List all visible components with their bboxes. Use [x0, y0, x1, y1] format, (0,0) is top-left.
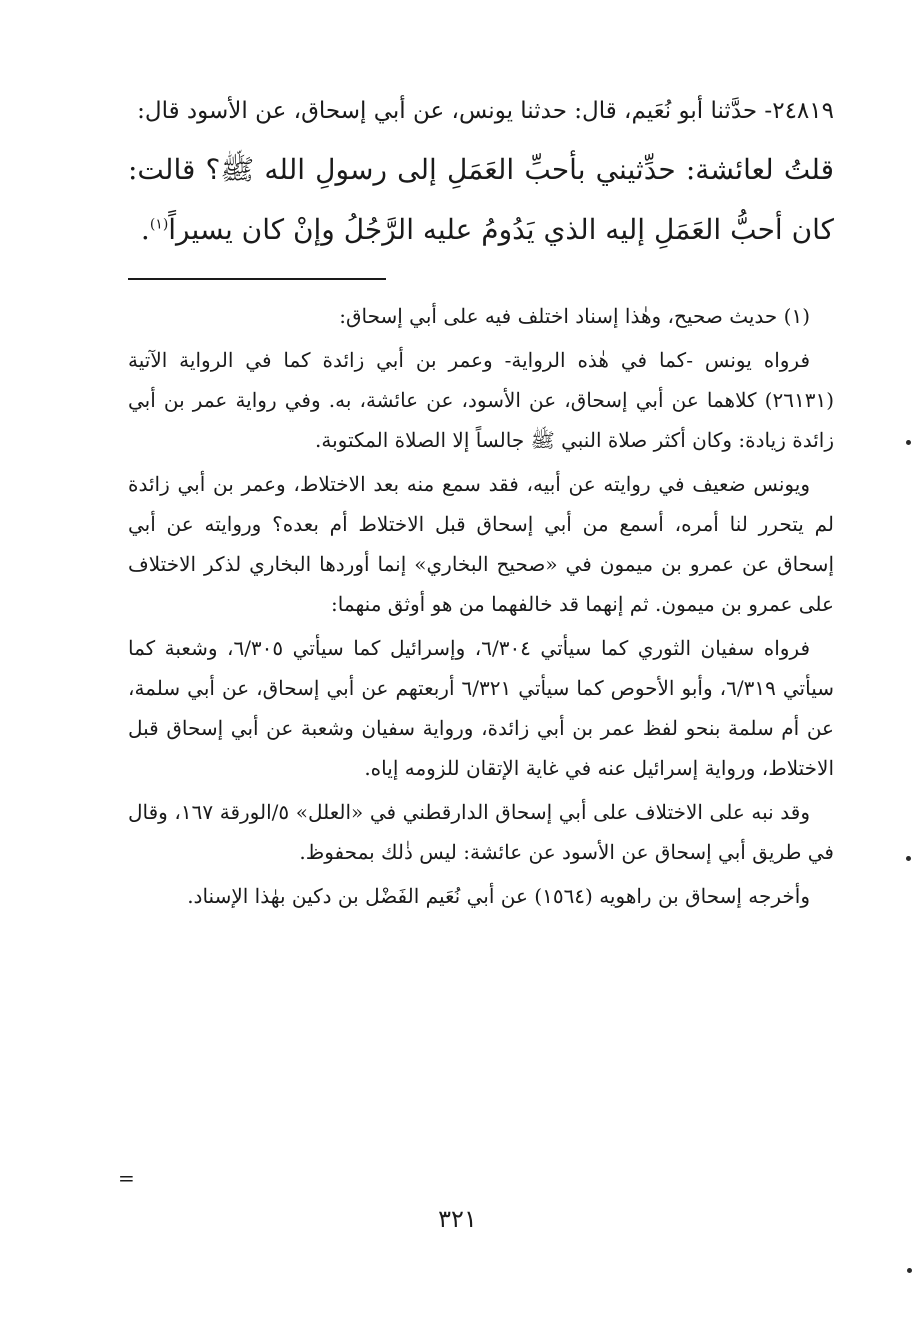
- footnote-paragraph: (١) حديث صحيح، وهٰذا إسناد اختلف فيه على أبي إسحاق:: [339, 304, 810, 328]
- page-number: ٣٢١: [438, 1205, 477, 1233]
- hadith-matn-text: قلتُ لعائشة: حدِّثيني بأحبِّ العَمَلِ إلى رسولِ الله ﷺ؟ قالت: كان أحبُّ العَمَلِ إليه الذي يَدُومُ عليه الرَّجُلُ وإنْ كان يسيراً: [128, 153, 834, 246]
- footnote-separator: [128, 278, 386, 280]
- margin-dot: [906, 440, 911, 445]
- hadith-matn-end: .: [140, 213, 150, 246]
- page-body: [128, 88, 834, 920]
- footnote-reference: (١): [149, 216, 169, 233]
- footnote-paragraph: فرواه سفيان الثوري كما سيأتي ٦/٣٠٤، وإسرائيل كما سيأتي ٦/٣٠٥، وشعبة كما سيأتي ٦/٣١٩، وأبو الأحوص كما سيأتي ٦/٣٢١ أربعتهم عن أبي إسحاق، عن أبي سلمة، عن أم سلمة بنحو لفظ عمر بن أبي زائدة، ورواية سفيان وشعبة عن أبي إسحاق قبل الاختلاط، ورواية إسرائيل عنه في غاية الإتقان للزومه إياه.: [128, 636, 834, 780]
- footnote-paragraph: ويونس ضعيف في روايته عن أبيه، فقد سمع منه بعد الاختلاط، وعمر بن أبي زائدة لم يتحرر لنا أمره، أسمع من أبي إسحاق قبل الاختلاط أم بعده؟ وروايته عن أبي إسحاق عن عمرو بن ميمون في «صحيح البخاري» إنما أوردها البخاري لذكر الاختلاف على عمرو بن ميمون. ثم إنهما قد خالفهما من هو أوثق منهما:: [128, 472, 834, 616]
- margin-dot: [907, 1268, 912, 1273]
- continuation-mark: =: [118, 1166, 135, 1190]
- footnote-paragraph: وقد نبه على الاختلاف على أبي إسحاق الدارقطني في «العلل» ٥/الورقة ١٦٧، وقال في طريق أبي إسحاق عن الأسود عن عائشة: ليس ذٰلك بمحفوظ.: [128, 800, 834, 864]
- footnote-paragraph: فرواه يونس -كما في هٰذه الرواية- وعمر بن أبي زائدة كما في الرواية الآتية (٢٦١٣١) كلاهما عن أبي إسحاق، عن الأسود، عن عائشة، به. وفي رواية عمر بن أبي زائدة زيادة: وكان أكثر صلاة النبي ﷺ جالساً إلا الصلاة المكتوبة.: [128, 348, 834, 452]
- hadith-matn: [128, 140, 834, 260]
- footnotes: [128, 296, 834, 916]
- margin-dot: [906, 856, 911, 861]
- footnote-paragraph: وأخرجه إسحاق بن راهويه (١٥٦٤) عن أبي نُعَيم الفَضْل بن دكين بهٰذا الإسناد.: [187, 884, 810, 908]
- hadith-isnad: ٢٤٨١٩- حدَّثنا أبو نُعَيم، قال: حدثنا يونس، عن أبي إسحاق، عن الأسود قال:: [137, 98, 834, 124]
